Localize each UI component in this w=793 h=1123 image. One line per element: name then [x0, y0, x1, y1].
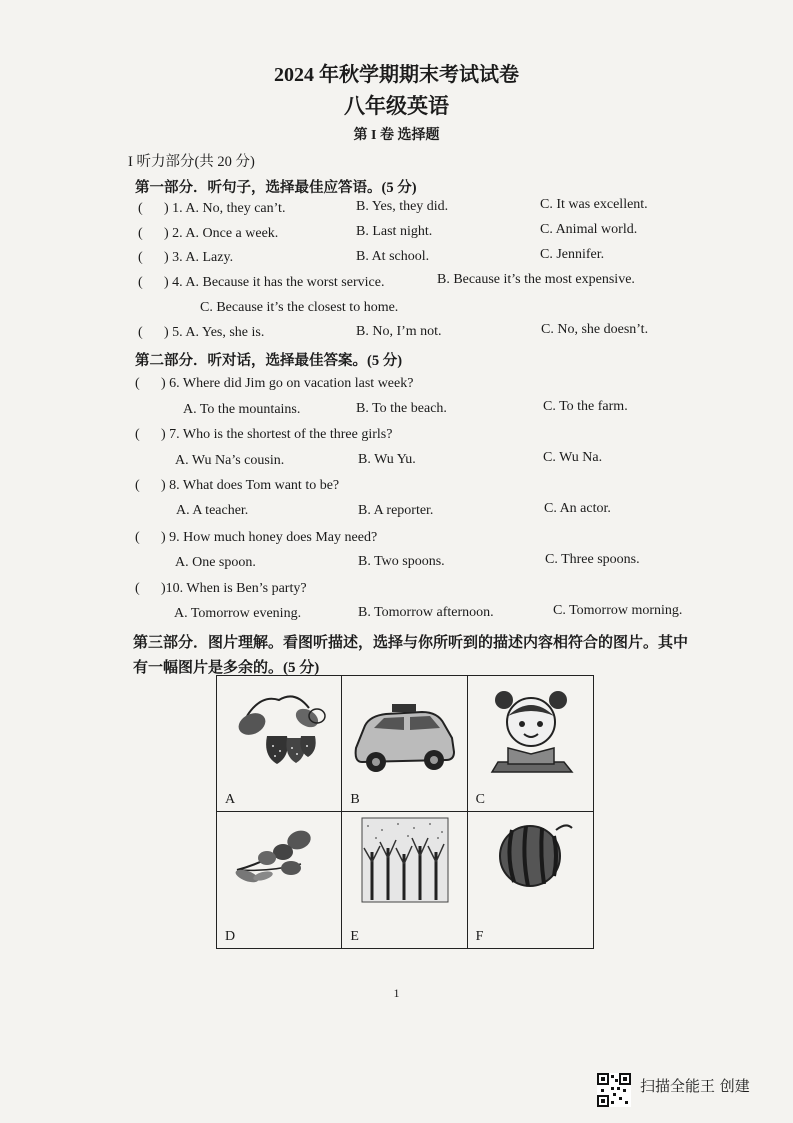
exam-subtitle: 八年级英语: [344, 94, 449, 118]
question-1: ( ) 1. A. No, they can’t.: [138, 201, 286, 216]
part3-heading-line1: 第三部分．图片理解。看图听描述，选择与你所听到的描述内容相符合的图片。其中: [133, 635, 689, 651]
picture-e-label: E: [350, 929, 359, 944]
q10-option-a: A. Tomorrow evening.: [174, 606, 302, 621]
part3-heading-line2: 有一幅图片是多余的。(5 分): [133, 660, 320, 676]
q10-option-b: B. Tomorrow afternoon.: [358, 605, 494, 620]
q4-option-c: C. Because it’s the closest to home.: [200, 300, 399, 315]
q7-option-c: C. Wu Na.: [543, 450, 603, 465]
question-3: ( ) 3. A. Lazy.: [138, 250, 234, 265]
question-9: ( ) 9. How much honey does May need?: [135, 530, 378, 545]
part2-heading: 第二部分．听对话，选择最佳答案。(5 分): [135, 353, 403, 369]
q2-option-c: C. Animal world.: [540, 222, 638, 237]
q7-option-a: A. Wu Na’s cousin.: [175, 453, 285, 468]
q10-option-c: C. Tomorrow morning.: [553, 603, 683, 618]
picture-d-flowers: [217, 812, 342, 948]
question-10: ( )10. When is Ben’s party?: [135, 581, 307, 596]
picture-f-label: F: [475, 929, 484, 944]
q8-option-a: A. A teacher.: [176, 503, 249, 518]
q9-option-c: C. Three spoons.: [545, 552, 640, 567]
q9-option-a: A. One spoon.: [175, 555, 256, 570]
q7-option-b: B. Wu Yu.: [358, 452, 416, 467]
q8-option-c: C. An actor.: [544, 501, 611, 516]
part1-heading: 第一部分．听句子，选择最佳应答语。(5 分): [135, 180, 417, 196]
picture-f-watermelon: [468, 812, 593, 948]
picture-c-label: C: [475, 792, 485, 807]
question-5: ( ) 5. A. Yes, she is.: [138, 325, 265, 340]
question-8: ( ) 8. What does Tom want to be?: [135, 478, 340, 493]
q5-option-b: B. No, I’m not.: [356, 324, 442, 339]
q6-option-c: C. To the farm.: [543, 399, 628, 414]
page-number: 1: [393, 986, 400, 1000]
q1-option-c: C. It was excellent.: [540, 197, 648, 212]
volume-label: 第 I 卷 选择题: [353, 128, 440, 143]
question-6: ( ) 6. Where did Jim go on vacation last week?: [135, 376, 414, 391]
scanner-watermark: 扫描全能王 创建: [640, 1077, 750, 1095]
question-4: ( ) 4. A. Because it has the worst service.: [138, 275, 385, 290]
picture-c-girl-reading: [468, 676, 593, 812]
picture-a-strawberries: [217, 676, 342, 812]
q2-option-b: B. Last night.: [356, 224, 433, 239]
q6-option-b: B. To the beach.: [356, 401, 447, 416]
picture-b-taxi: [342, 676, 467, 812]
q5-option-c: C. No, she doesn’t.: [541, 322, 649, 337]
q1-option-b: B. Yes, they did.: [356, 199, 449, 214]
picture-e-trees: [342, 812, 467, 948]
picture-a-label: A: [225, 792, 236, 807]
exam-title: 2024 年秋学期期末考试试卷: [274, 64, 519, 86]
listening-heading: I 听力部分(共 20 分): [128, 154, 255, 170]
q4-option-b: B. Because it’s the most expensive.: [437, 272, 635, 287]
question-2: ( ) 2. A. Once a week.: [138, 226, 279, 241]
picture-b-label: B: [350, 792, 360, 807]
q6-option-a: A. To the mountains.: [183, 402, 301, 417]
q3-option-b: B. At school.: [356, 249, 430, 264]
qr-code-icon: [597, 1073, 631, 1107]
question-7: ( ) 7. Who is the shortest of the three girls?: [135, 427, 393, 442]
q8-option-b: B. A reporter.: [358, 503, 434, 518]
picture-grid: [216, 675, 594, 949]
q9-option-b: B. Two spoons.: [358, 554, 445, 569]
picture-d-label: D: [225, 929, 236, 944]
q3-option-c: C. Jennifer.: [540, 247, 605, 262]
